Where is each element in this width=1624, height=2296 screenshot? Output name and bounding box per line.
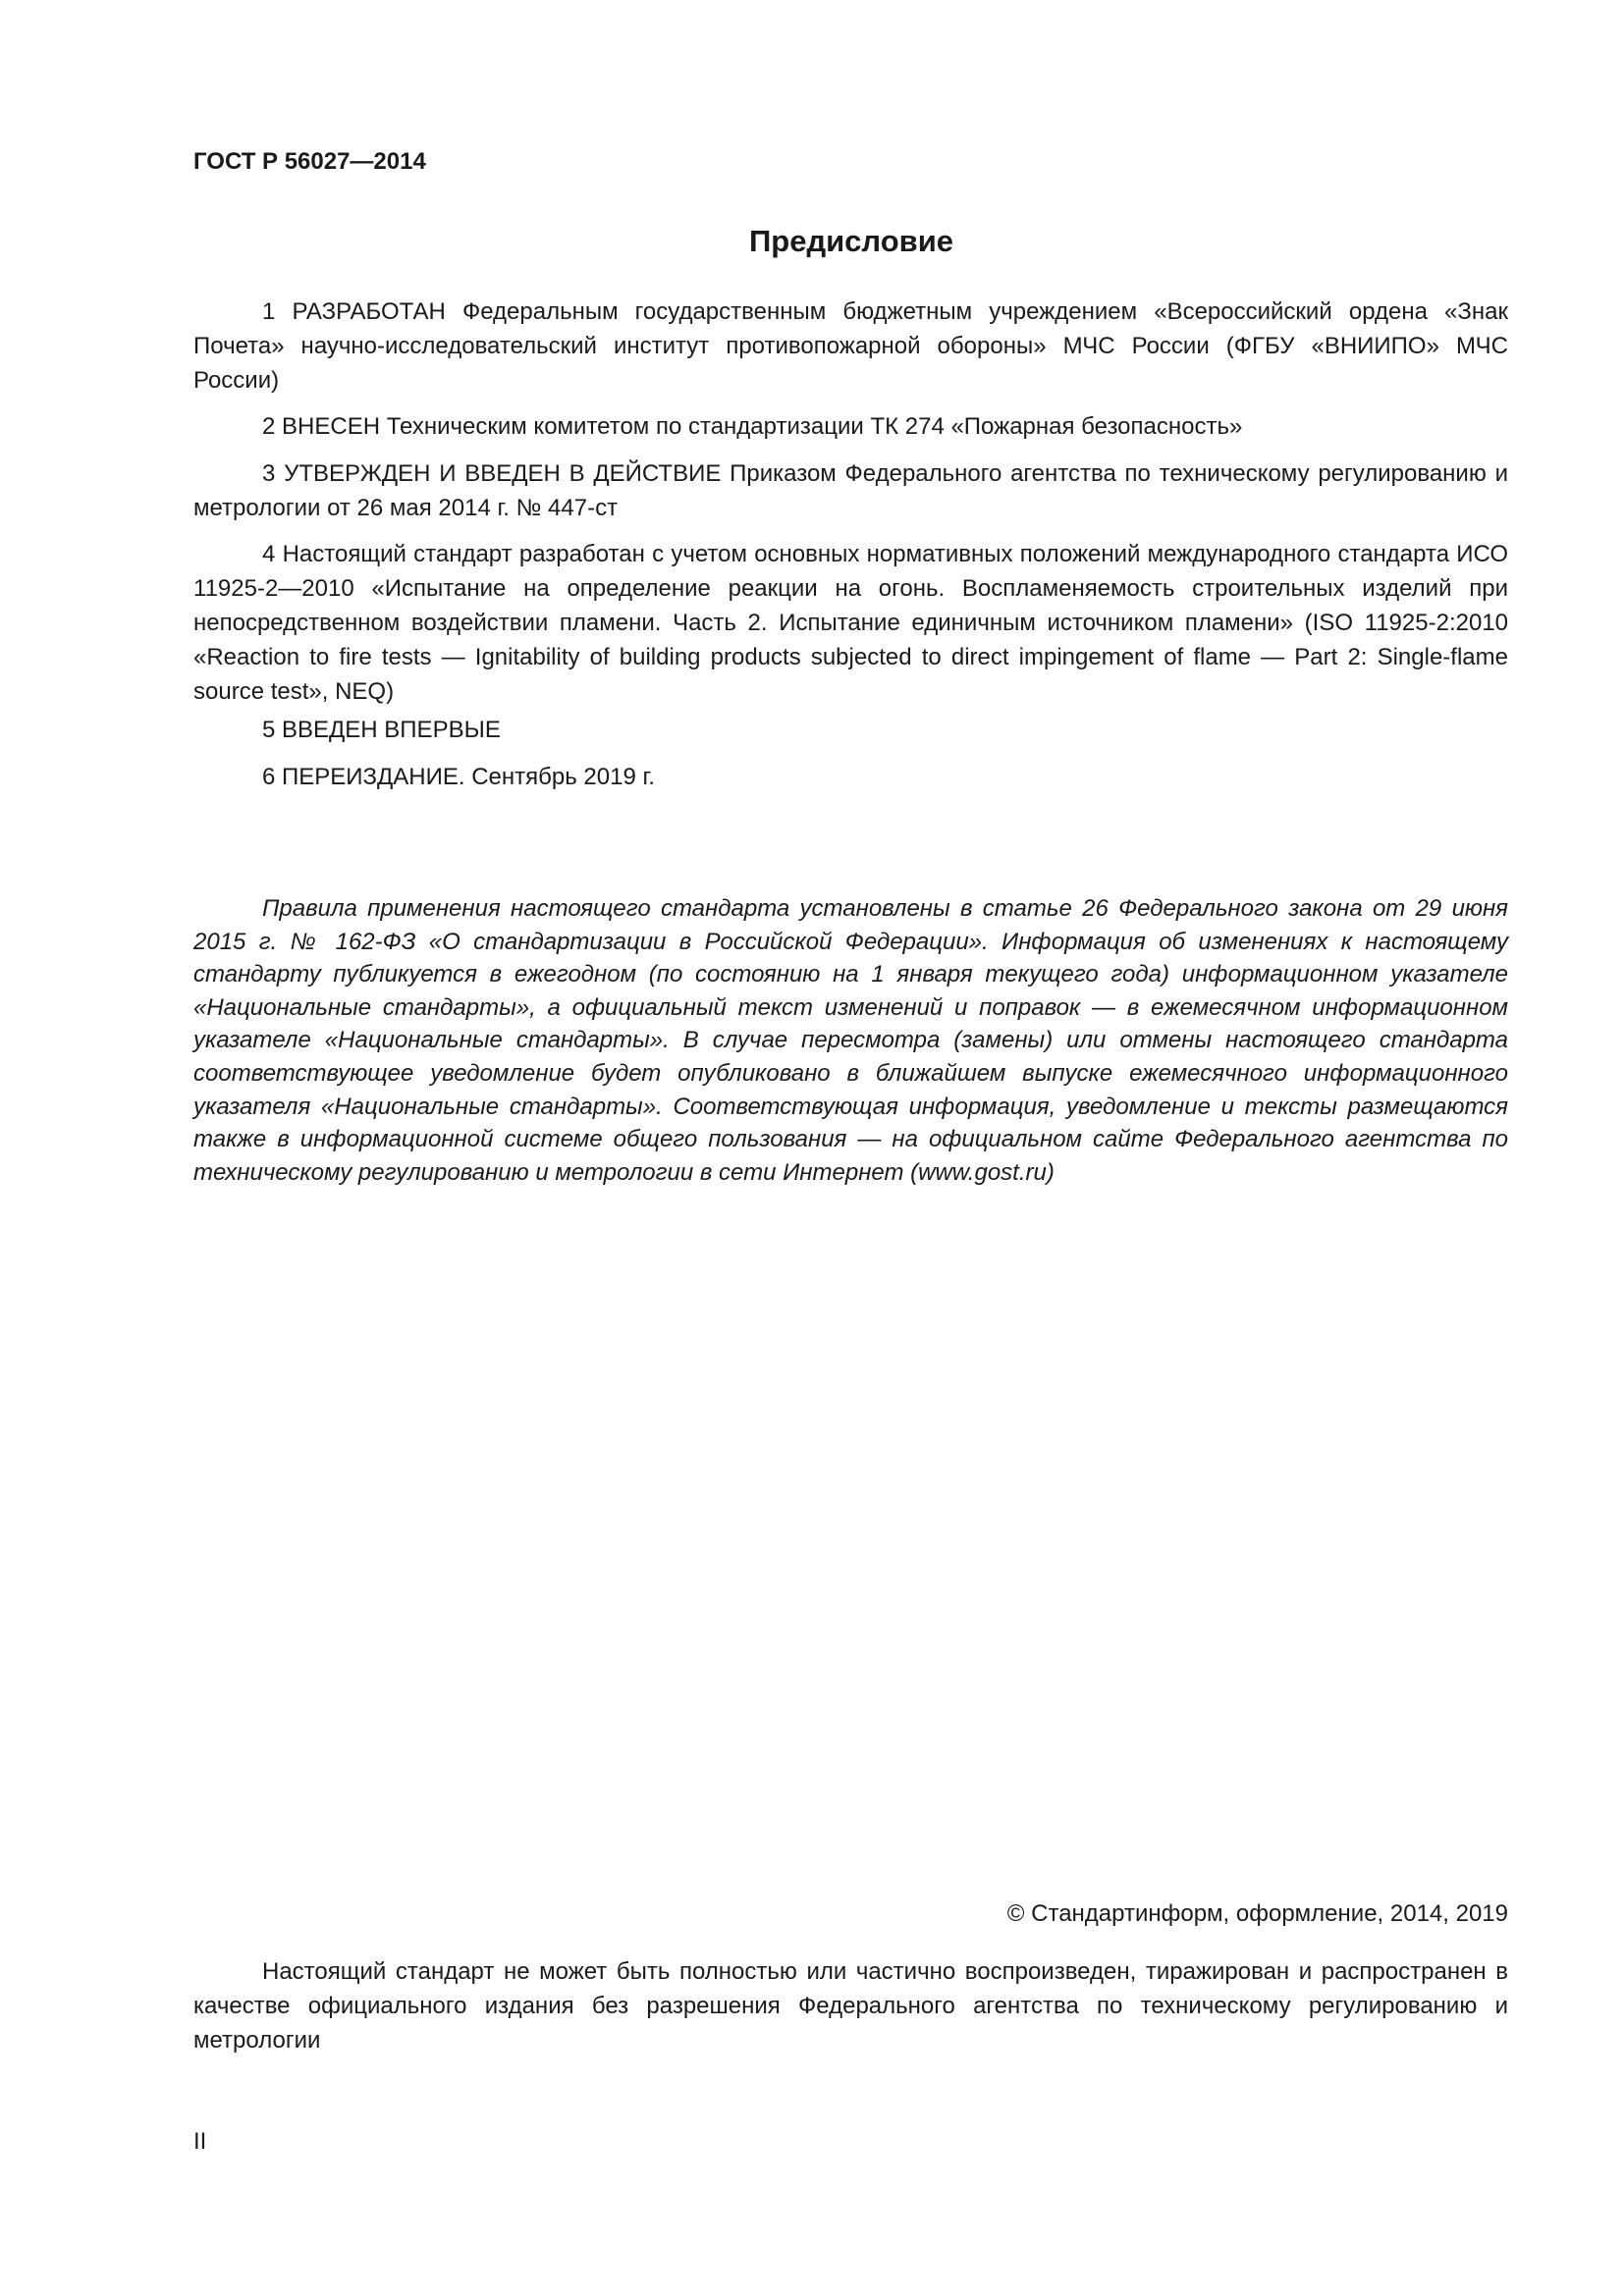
foreword-item-5 bbox=[193, 713, 1508, 747]
paragraph-text: 6 ПЕРЕИЗДАНИЕ. Сентябрь 2019 г. bbox=[262, 764, 655, 790]
page-title: Предисловие bbox=[748, 224, 953, 258]
paragraph-text: 5 ВВЕДЕН ВПЕРВЫЕ bbox=[262, 717, 501, 743]
foreword-item-1 bbox=[193, 294, 1508, 398]
foreword-item-4 bbox=[193, 537, 1508, 709]
paragraph-text: 1 РАЗРАБОТАН Федеральным государственным бюджетным учреждением «Всероссийский ордена «Знак Почета» научно-исследовательский институт противопожарной обороны» МЧС России (ФГБУ «ВНИИПО» МЧС России) bbox=[193, 298, 1508, 394]
page-number: II bbox=[193, 2128, 207, 2155]
copyright-line: © Стандартинформ, оформление, 2014, 2019 bbox=[1006, 1900, 1508, 1927]
foreword-item-2 bbox=[193, 409, 1508, 444]
paragraph-text: 3 УТВЕРЖДЕН И ВВЕДЕН В ДЕЙСТВИЕ Приказом Федерального агентства по техническому регулированию и метрологии от 26 мая 2014 г. № 447-ст bbox=[193, 460, 1508, 521]
paragraph-text: 4 Настоящий стандарт разработан с учетом основных нормативных положений международного стандарта ИСО 11925-2—2010 «Испытание на определение реакции на огонь. Воспламеняемость строительных изделий при непосредственном воздействии пламени. Часть 2. Испытание единичным источником пламени» (ISO 11925-2:2010 «Reaction to fire tests — Ignitability of building products subjected to direct impingement of flame — Part 2: Single-flame source test», NEQ) bbox=[193, 541, 1508, 705]
application-rules-notice bbox=[193, 892, 1508, 1189]
notice-text: Правила применения настоящего стандарта установлены в статье 26 Федерального закона от 29 июня 2015 г. № 162-ФЗ «О стандартизации в Российской Федерации». Информация об изменениях к настоящему стандарту публикуется в ежегодном (по состоянию на 1 января текущего года) информационном указателе «Национальные стандарты», а официальный текст изменений и поправок — в ежемесячном информационном указателе «Национальные стандарты». В случае пересмотра (замены) или отмены настоящего стандарта соответствующее уведомление будет опубликовано в ближайшем выпуске ежемесячного информационного указателя «Национальные стандарты». Соответствующая информация, уведомление и тексты размещаются также в информационной системе общего пользования — на официальном сайте Федерального агентства по техническому регулированию и метрологии в сети Интернет (www.gost.ru) bbox=[193, 895, 1508, 1186]
paragraph-text: 2 ВНЕСЕН Техническим комитетом по стандартизации ТК 274 «Пожарная безопасность» bbox=[262, 413, 1243, 440]
restriction-text: Настоящий стандарт не может быть полностью или частично воспроизведен, тиражирован и распространен в качестве официального издания без разрешения Федерального агентства по техническому регулированию и метрологии bbox=[193, 1958, 1508, 2054]
foreword-item-6 bbox=[193, 760, 1508, 794]
foreword-item-3 bbox=[193, 456, 1508, 525]
reproduction-restriction bbox=[193, 1954, 1508, 2057]
document-code-header: ГОСТ Р 56027—2014 bbox=[193, 148, 426, 175]
